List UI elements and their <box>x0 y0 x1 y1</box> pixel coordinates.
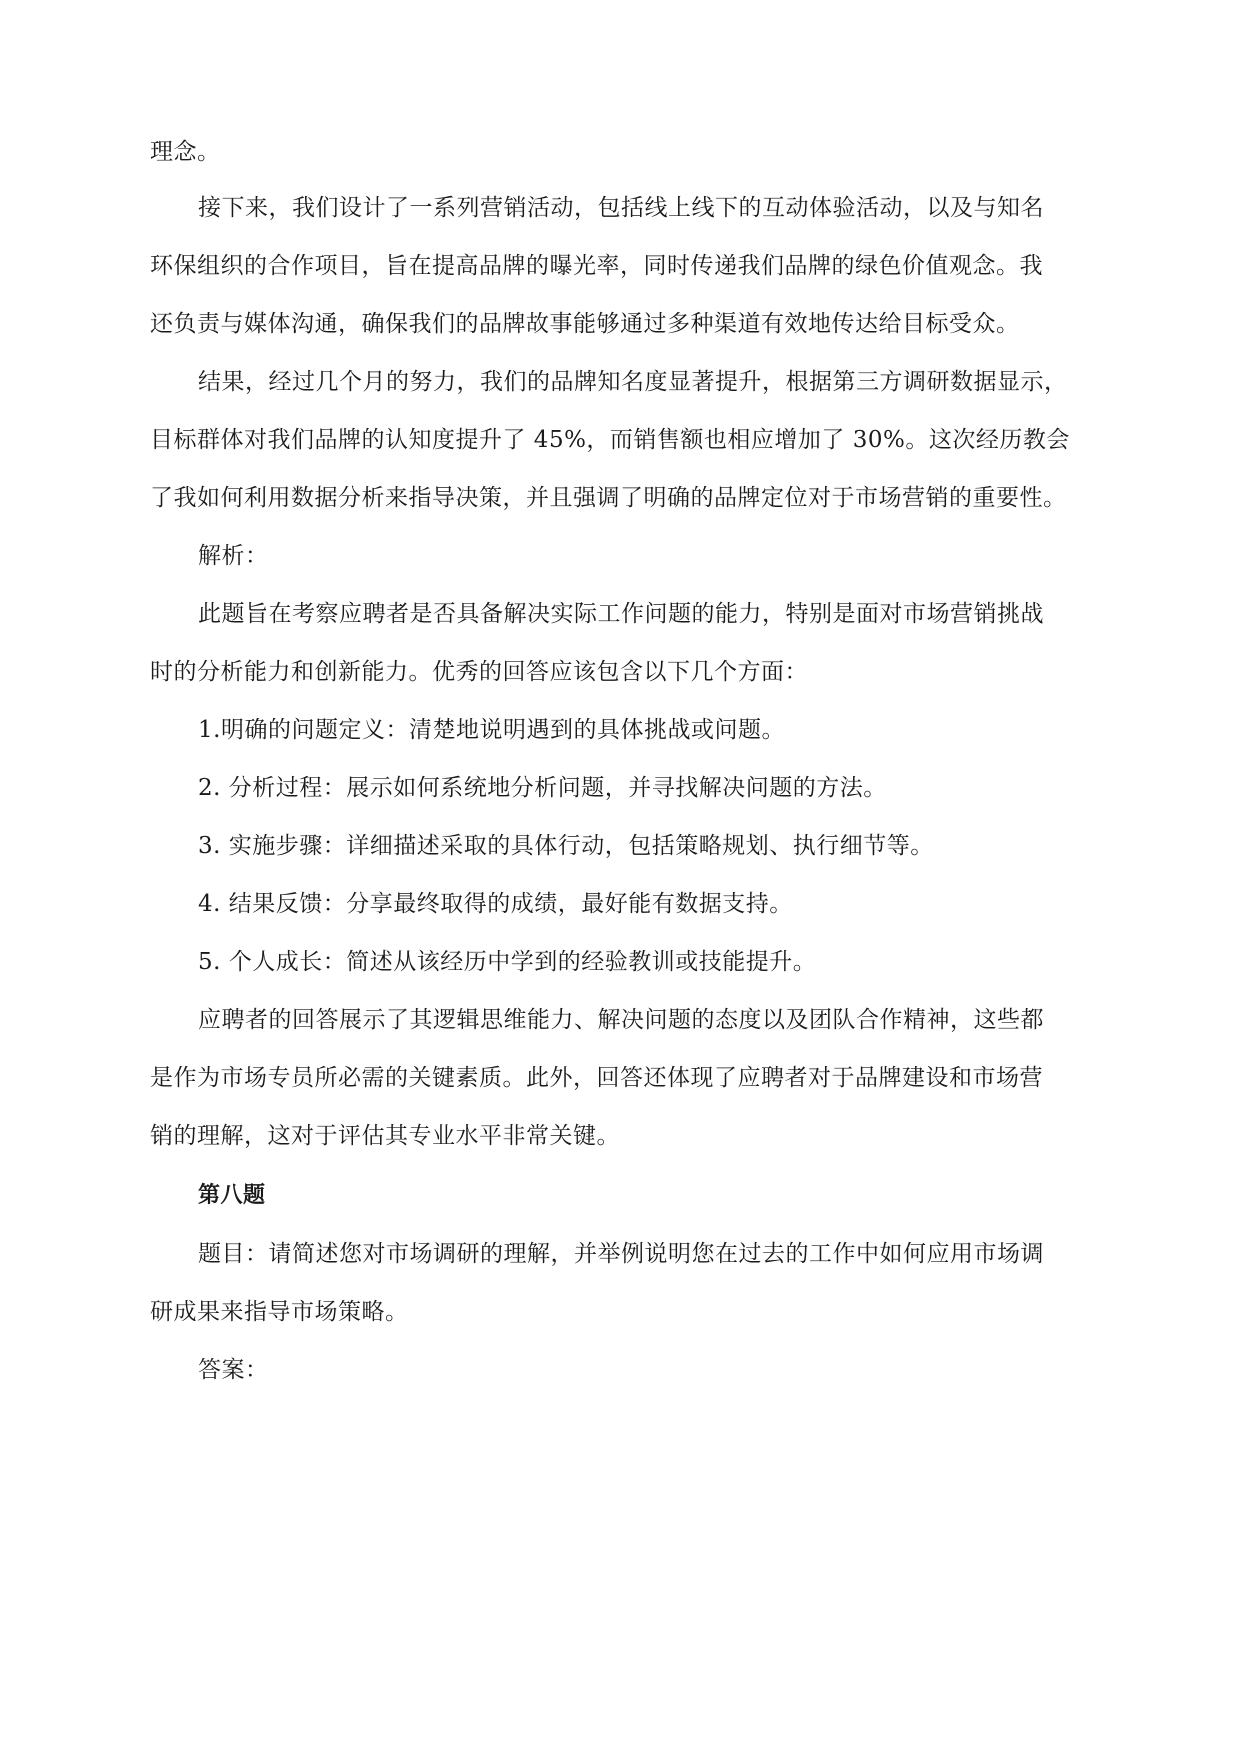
answer-label: 答案： <box>198 1357 269 1383</box>
list-item: 4. 结果反馈：分享最终取得的成绩，最好能有数据支持。 <box>198 891 793 917</box>
paragraph-line: 销的理解，这对于评估其专业水平非常关键。 <box>150 1123 620 1149</box>
paragraph-line: 结果，经过几个月的努力，我们的品牌知名度显著提升，根据第三方调研数据显示， <box>198 369 1068 395</box>
paragraph-line: 此题旨在考察应聘者是否具备解决实际工作问题的能力，特别是面对市场营销挑战 <box>198 601 1044 627</box>
paragraph-line: 时的分析能力和创新能力。优秀的回答应该包含以下几个方面： <box>150 659 808 685</box>
paragraph-line: 目标群体对我们品牌的认知度提升了 45%，而销售额也相应增加了 30%。这次经历教会 <box>150 427 1070 453</box>
paragraph-line: 还负责与媒体沟通，确保我们的品牌故事能够通过多种渠道有效地传达给目标受众。 <box>150 311 1020 337</box>
section-label-analysis: 解析： <box>198 543 269 569</box>
list-item: 2. 分析过程：展示如何系统地分析问题，并寻找解决问题的方法。 <box>198 775 887 801</box>
paragraph-line: 理念。 <box>150 139 221 165</box>
list-item: 3. 实施步骤：详细描述采取的具体行动，包括策略规划、执行细节等。 <box>198 833 934 859</box>
list-item: 1.明确的问题定义：清楚地说明遇到的具体挑战或问题。 <box>198 717 785 743</box>
question-text-line: 研成果来指导市场策略。 <box>150 1299 409 1325</box>
paragraph-line: 是作为市场专员所必需的关键素质。此外，回答还体现了应聘者对于品牌建设和市场营 <box>150 1065 1043 1091</box>
paragraph-line: 应聘者的回答展示了其逻辑思维能力、解决问题的态度以及团队合作精神，这些都 <box>198 1007 1044 1033</box>
question-text-line: 题目：请简述您对市场调研的理解，并举例说明您在过去的工作中如何应用市场调 <box>198 1241 1044 1267</box>
list-item: 5. 个人成长：简述从该经历中学到的经验教训或技能提升。 <box>198 949 817 975</box>
paragraph-line: 了我如何利用数据分析来指导决策，并且强调了明确的品牌定位对于市场营销的重要性。 <box>150 485 1067 511</box>
paragraph-line: 环保组织的合作项目，旨在提高品牌的曝光率，同时传递我们品牌的绿色价值观念。我 <box>150 253 1043 279</box>
question-heading: 第八题 <box>198 1183 266 1208</box>
paragraph-line: 接下来，我们设计了一系列营销活动，包括线上线下的互动体验活动，以及与知名 <box>198 195 1044 221</box>
